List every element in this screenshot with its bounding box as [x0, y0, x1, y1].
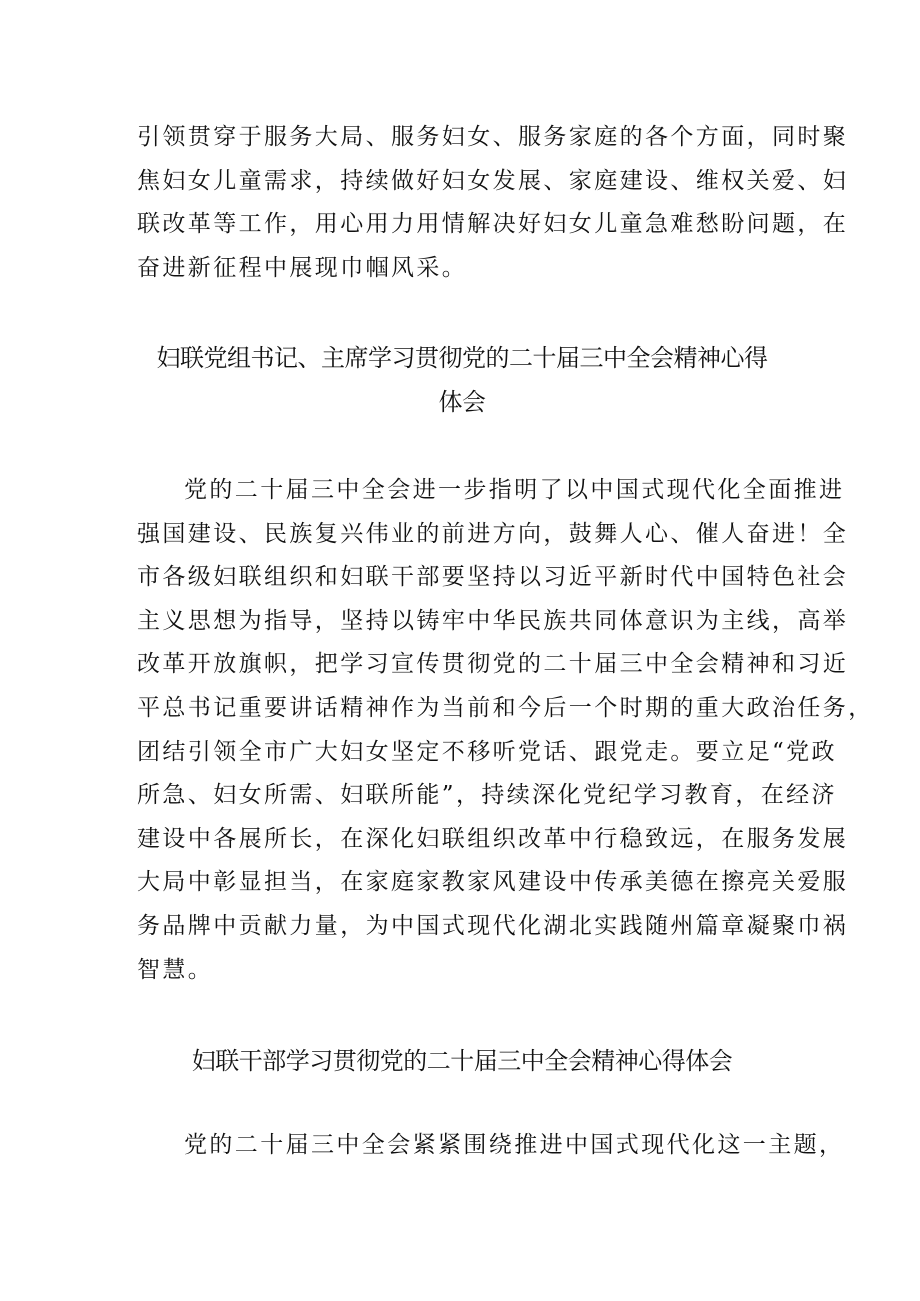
paragraph-line: 主义思想为指导，坚持以铸牢中华民族共同体意识为主线，高举 — [137, 607, 849, 634]
paragraph-line: 党的二十届三中全会进一步指明了以中国式现代化全面推进 — [184, 477, 845, 503]
paragraph-line: 党的二十届三中全会紧紧围绕推进中国式现代化这一主题， — [184, 1132, 845, 1158]
section-heading — [137, 1039, 787, 1083]
paragraph-line: 所急、妇女所需、妇联所能”，持续深化党纪学习教育，在经济 — [137, 782, 837, 809]
paragraph-line: 平总书记重要讲话精神作为当前和今后一个时期的重大政治任务， — [137, 694, 874, 721]
paragraph-line: 团结引领全市广大妇女坚定不移听党话、跟党走。要立足“党政 — [137, 738, 837, 765]
paragraph-line: 大局中彰显担当，在家庭家教家风建设中传承美德在擦亮关爱服 — [137, 869, 849, 896]
paragraph-line: 智慧。 — [137, 956, 214, 983]
heading-line: 妇联干部学习贯彻党的二十届三中全会精神心得体会 — [191, 1047, 733, 1075]
paragraph-line: 改革开放旗帜，把学习宣传贯彻党的二十届三中全会精神和习近 — [137, 651, 849, 678]
paragraph-line: 建设中各展所长，在深化妇联组织改革中行稳致远，在服务发展 — [137, 825, 849, 852]
paragraph-body — [137, 1124, 845, 1168]
paragraph-line: 市各级妇联组织和妇联干部要坚持以习近平新时代中国特色社会 — [137, 564, 849, 591]
paragraph-continued — [137, 116, 849, 290]
paragraph-line: 联改革等工作，用心用力用情解决好妇女儿童急难愁盼问题，在 — [137, 211, 849, 238]
paragraph-line: 务品牌中贡献力量，为中国式现代化湖北实践随州篇章凝聚巾祸 — [137, 912, 849, 939]
paragraph-body — [137, 469, 874, 992]
section-heading — [137, 336, 787, 424]
paragraph-line: 奋进新征程中展现巾帼风采。 — [137, 254, 468, 281]
paragraph-line: 强国建设、民族复兴伟业的前进方向，鼓舞人心、催人奋进！全 — [137, 520, 849, 547]
paragraph-line: 引领贯穿于服务大局、服务妇女、服务家庭的各个方面，同时聚 — [137, 124, 849, 150]
heading-line: 体会 — [438, 388, 486, 416]
paragraph-line: 焦妇女儿童需求，持续做好妇女发展、家庭建设、维权关爱、妇 — [137, 167, 849, 194]
heading-line: 妇联党组书记、主席学习贯彻党的二十届三中全会精神心得 — [156, 344, 768, 372]
